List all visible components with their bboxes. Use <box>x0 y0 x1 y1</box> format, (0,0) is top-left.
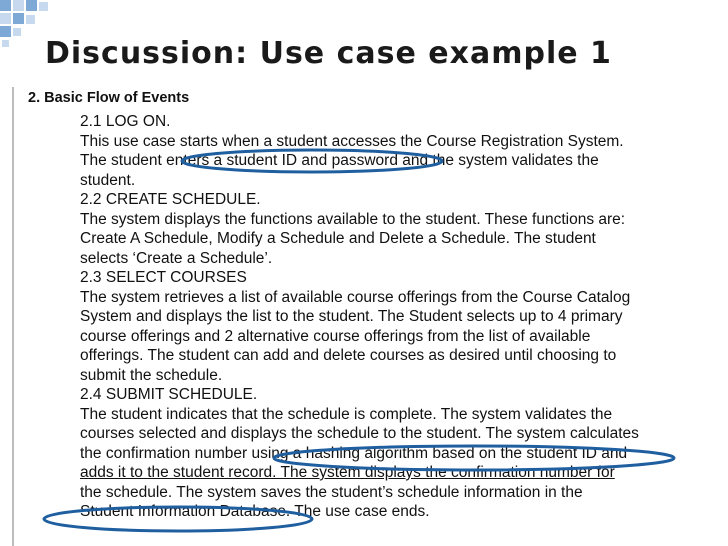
flow-line: 2.4 SUBMIT SCHEDULE. <box>80 386 258 403</box>
flow-line: the schedule. The system saves the student’s schedule information in the <box>80 483 583 501</box>
flow-line: courses selected and displays the schedule to the student. The system calculates <box>80 425 639 442</box>
flow-line: 2.1 LOG ON. <box>80 113 171 130</box>
flow-line: The system retrieves a list of available course offerings from the Course Catalog <box>80 288 631 306</box>
slide-title: Discussion: Use case example 1 <box>45 36 612 71</box>
flow-line: submit the schedule. <box>80 366 223 384</box>
flow-line: Create A Schedule, Modify a Schedule and Delete a Schedule. The student <box>80 230 596 247</box>
flow-line: offerings. The student can add and delete courses as desired until choosing to <box>80 347 617 364</box>
flow-line: 2.2 CREATE SCHEDULE. <box>80 191 261 208</box>
document-edge <box>12 87 14 546</box>
flow-line: 2.3 SELECT COURSES <box>80 269 247 286</box>
flow-line: selects ‘Create a Schedule’. <box>80 249 273 267</box>
section-heading: 2. Basic Flow of Events <box>28 90 190 106</box>
flow-line: The student indicates that the schedule is complete. The system validates the <box>80 405 613 423</box>
flow-line: student. <box>80 171 136 189</box>
flow-line: This use case starts when a student accesses the Course Registration System. <box>80 132 624 150</box>
flow-line: adds it to the student record. The system displays the confirmation number for <box>80 464 615 481</box>
flow-line: the confirmation number using a hashing algorithm based on the student ID and <box>80 444 628 462</box>
basic-flow-text <box>80 112 710 522</box>
flow-line: Student Information Database. The use case ends. <box>80 503 430 520</box>
flow-line: The system displays the functions available to the student. These functions are: <box>80 210 626 228</box>
flow-line: System and displays the list to the student. The Student selects up to 4 primary <box>80 308 623 325</box>
flow-line: course offerings and 2 alternative course offerings from the list of available <box>80 327 591 345</box>
flow-line: The student enters a student ID and password and the system validates the <box>80 152 599 169</box>
